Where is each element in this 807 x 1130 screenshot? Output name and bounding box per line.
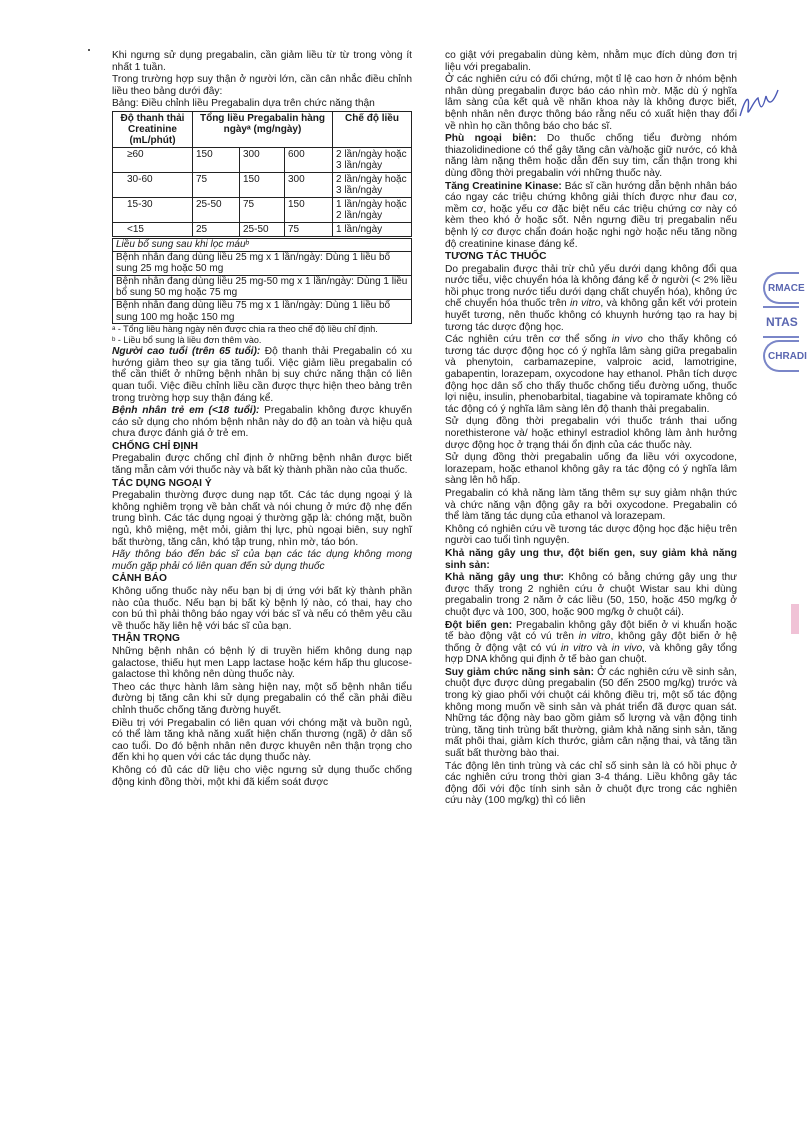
table-cell: 150 [240,172,285,197]
paragraph: Sử dụng đồng thời pregabalin với thuốc tránh thai uống norethisterone và/ hoặc ethinyl estradiol không làm ảnh hưởng dược động học ở trạng thái ổn định của các thuốc này. [445,416,737,451]
text-run: in vitro [578,631,611,643]
text-run: in vitro [569,298,601,310]
dialysis-row: Bệnh nhân đang dùng liều 25 mg-50 mg x 1 lần/ngày: Dùng 1 liều bổ sung 50 mg hoặc 75 mg [113,275,412,299]
heading-carcinogenicity: Khả năng gây ung thư, đột biến gen, suy giảm khả năng sinh sản: [445,547,737,571]
table-cell: 25 [193,222,240,236]
table-cell: 75 [193,172,240,197]
heading-warnings: CẢNH BÁO [112,573,167,585]
table-cell: 25-50 [240,222,285,236]
table-cell: 30-60 [113,172,193,197]
paragraph-ck [445,181,737,251]
stamp-edge-mark [791,604,799,634]
ck-label: Tăng Creatinine Kinase: [445,180,562,192]
text-run: , không gây đột biến ở hệ thống ở động vật có vú [445,631,737,654]
paragraph: co giật với pregabalin dùng kèm, nhằm mục đích dùng đơn trị liệu với pregabalin. [445,50,737,73]
paragraph: Không có đủ các dữ liệu cho việc ngưng sử dụng thuốc chống động kinh đồng thời, một khi đã kiểm soát được [112,764,412,788]
table-cell: 150 [193,147,240,172]
header-regimen: Chế độ liều [333,111,412,147]
paragraph: Điều trị với Pregabalin có liên quan với chóng mặt và buồn ngủ, có thể làm tăng khả năng xuất hiện chấn thương (ngã) ở dân số cao tuổi. Do đó bệnh nhân nên được khuyên nên thận trọng cho đến khi họ quen với các tác dụng thuốc này. [112,717,412,764]
table-row [113,197,412,222]
paragraph: Pregabalin thường được dung nạp tốt. Các tác dụng ngoại ý là không nghiêm trọng về bản chất và nói chung ở mức độ nhẹ đến trung bình. Các tác dụng ngoại ý thường gặp là: chóng mặt, buồn ngủ, khô miệng, mệt mỏi, giảm thị lực, phù ngoại biên, suy nghĩ bất thường, tăng cân, khó tập trung, nhìn mờ, táo bón. [112,490,412,548]
dialysis-header-text: Liều bổ sung sau khi lọc máuᵇ [116,238,249,250]
paragraph: Trong trường hợp suy thận ở người lớn, cần cân nhắc điều chỉnh liều theo bảng dưới đây: [112,74,412,97]
heading-interactions: TƯƠNG TÁC THUỐC [445,251,547,263]
text-run: , và không gây tổng hợp DNA không qui định ở tế bào gan chuột. [445,642,738,666]
paragraph-fertility [445,667,737,760]
right-column [445,50,737,808]
pharmacy-stamp-fragment [763,272,805,304]
side-effects-note [112,549,412,572]
footnote-b: ᵇ - Liều bổ sung là liều đơn thêm vào. [112,335,262,346]
table-cell: 150 [285,197,333,222]
table-cell: 75 [240,197,285,222]
table-cell: 300 [240,147,285,172]
dialysis-row: Bệnh nhân đang dùng liều 75 mg x 1 lần/ngày: Dùng 1 liều bổ sung 100 mg hoặc 150 mg [113,299,412,323]
paragraph: Khi ngưng sử dụng pregabalin, cần giảm liều từ từ trong vòng ít nhất 1 tuần. [112,50,412,73]
paragraph-edema [445,133,737,179]
scan-speck [88,49,90,51]
fertility-text: Ở các nghiên cứu về sinh sản, chuột đực được dùng pregabalin (50 đến 2500 mg/kg) trước và trong kỳ giao phối với chuột cái không điều trị, một số tác động không mong muốn về sinh sản và phát triển đã được quan sát. Những tác động này bao gồm giảm số lượng và vận động tinh trùng, tăng tinh trùng bất thường, giảm khả năng sinh sản, tăng mất phôi thai, giảm kích thước, giảm cân nặng thai, và tăng tần suất bất thường bào thai. [445,666,737,760]
children-label: Bệnh nhân trẻ em (<18 tuổi): [112,405,260,417]
fertility-label: Suy giảm chức năng sinh sản: [445,666,594,678]
text-run: , và không gắn kết với protein huyết tương, nên thuốc không có khuynh hướng tạo ra hay bị tương tác dược động học. [445,298,737,333]
table-cell: 1 lần/ngày [333,222,412,236]
text-run: in vivo [611,334,643,346]
text-run: Các nghiên cứu trên cơ thể sống [445,334,612,346]
paragraph: Ở các nghiên cứu có đối chứng, một tỉ lệ cao hơn ở nhóm bệnh nhân dùng pregabalin được báo cáo nhìn mờ. Mặc dù ý nghĩa lâm sàng của kết quả về nhãn khoa này là không được biết, bệnh nhân nên được thông báo rằng nếu có xuất hiện thay đổi về nhìn họ cần thông báo cho bác sĩ. [445,74,737,132]
children-text: Pregabalin không được khuyến cáo sử dụng cho nhóm bệnh nhân này do độ an toàn và hiệu quả chưa được đánh giá ở trẻ em. [112,405,412,440]
ck-text: Bác sĩ cần hướng dẫn bệnh nhân báo cáo ngay các triệu chứng không giải thích được như đau cơ, mềm cơ, hoặc yếu cơ đặc biệt nếu các triệu chứng cơ này có kèm theo khó ở hoặc sốt. Nên ngưng điều trị pregabalin nếu bệnh lý cơ được chẩn đoán hoặc nghi ngờ hoặc nếu tăng nồng độ creatinine kinase đáng kể. [445,180,737,250]
paragraph: Pregabalin được chống chỉ định ở những bệnh nhân được biết tăng mẫn cảm với thuốc này và bất kỳ thành phần nào của thuốc. [112,453,412,477]
edema-text: Do thuốc chống tiểu đường nhóm thiazolidinedione có thể gây tăng cân và/hoặc giữ nước, có khả năng làm nặng thêm hoặc dẫn đến suy tim, cẩn thận trong khi dùng đồng thời pregabalin với những thuốc này. [445,133,737,179]
paragraph-elderly [112,346,412,404]
text-run: Do pregabalin được thải trừ chủ yếu dưới dạng không đổi qua nước tiểu, việc chuyển hóa là không đáng kể ở người (< 2% liều hồi phục trong nước tiểu dưới dạng chất chuyển hóa), không ức chế chuyển hóa thuốc trên [445,263,737,310]
paragraph-carcinogenicity [445,572,737,618]
table-cell: ≥60 [113,147,193,172]
paragraph: Tác động lên tinh trùng và các chỉ số sinh sản là có hồi phục ở các nghiên cứu trong thời gian 3-4 tháng. Liều không gây tác động đối với độc tính sinh sản ở chuột đực trong các nghiên cứu này (100 mg/kg) thì có liên [445,760,737,807]
table-cell: 1 lần/ngày hoặc 2 lần/ngày [333,197,412,222]
edema-label: Phù ngoại biên: [445,133,537,145]
dose-adjustment-table [112,111,412,237]
heading-side-effects: TÁC DỤNG NGOẠI Ý [112,477,212,489]
table-cell: 300 [285,172,333,197]
header-total-dose: Tổng liều Pregabalin hàng ngàyᵃ (mg/ngày) [193,111,333,147]
text-run: Pregabalin không gây đột biến ở vi khuẩn hoặc tế bào động vật có vú trên [445,619,737,643]
paragraph: Không có nghiên cứu về tương tác dược động học đặc hiệu trên người cao tuổi tình nguyện. [445,523,737,547]
text-run: và [592,642,612,654]
paragraph [445,334,737,415]
table-cell: 15-30 [113,197,193,222]
mut-label: Đột biến gen: [445,619,513,631]
pharmacy-stamp-fragment [763,340,807,372]
table-row [113,147,412,172]
left-column [112,50,412,789]
text-run: cho thấy không có tương tác dược động học có ý nghĩa lâm sàng giữa pregabalin và phenytoin, carbamazepine, valproic acid, lamotrigine, gabapentin, lorazepam, oxycodone hay ethanol. Phân tích dược động học dân số cho thấy thuốc chống tiểu đường uống, thuốc lợi niệu, insulin, phenobarbital, tiagabine và topiramate không có tác động có ý nghĩa lâm sàng lên độ thanh thải pregabalin. [445,334,737,415]
side-effects-note-text: Hãy thông báo đến bác sĩ của bạn các tác dụng không mong muốn gặp phải có liên quan đến sử dụng thuốc [112,549,412,572]
paragraph: Sử dụng đồng thời pregabalin uống đa liều với oxycodone, lorazepam, hoặc ethanol không gây ra tác động có ý nghĩa lâm sàng lên hô hấp. [445,452,737,487]
paragraph [445,264,737,334]
table-cell: <15 [113,222,193,236]
signature-mark [736,86,782,126]
carc-label: Khả năng gây ung thư: [445,572,564,584]
text-run: in vitro [560,642,593,654]
dialysis-table [112,238,412,324]
paragraph: Theo các thực hành lâm sàng hiện nay, một số bệnh nhân tiểu đường bị tăng cân khi sử dụng pregabalin có thể cần phải điều chỉnh thuốc chống tăng đường huyết. [112,681,412,716]
dialysis-header [113,238,412,251]
table-cell: 25-50 [193,197,240,222]
elderly-label: Người cao tuổi (trên 65 tuổi): [112,346,261,358]
header-clearance: Độ thanh thải Creatinine (mL/phút) [113,111,193,147]
stamp-text: RMACE [768,282,805,294]
paragraph: Pregabalin có khả năng làm tăng thêm sự suy giảm nhận thức và chức năng vận động gây ra bởi oxycodone. Pregabalin có thể làm tăng tác dụng của ethanol và lorazepam. [445,487,737,523]
dialysis-row: Bệnh nhân đang dùng liều 25 mg x 1 lần/ngày: Dùng 1 liều bổ sung 25 mg hoặc 50 mg [113,251,412,275]
elderly-text: Độ thanh thải Pregabalin có xu hướng giảm theo sự gia tăng tuổi. Việc giảm liều pregabalin có thể cần thiết ở những bệnh nhân bị suy chức năng thận có liên quan tuổi. Việc điều chỉnh liều cần được thực hiện theo bảng trên trong trường hợp suy thận đáng kể. [112,346,413,404]
table-cell: 75 [285,222,333,236]
table-caption: Bảng: Điều chỉnh liều Pregabalin dựa trên chức năng thận [112,98,375,110]
paragraph-children [112,405,412,440]
footnote-a: ᵃ - Tổng liều hàng ngày nên được chia ra theo chế độ liều chỉ định. [112,324,378,335]
table-cell: 2 lần/ngày hoặc 3 lần/ngày [333,172,412,197]
stamp-text: CHRADI [768,350,807,362]
carc-text: Không có bằng chứng gây ung thư được thấy trong 2 nghiên cứu ở chuột Wistar sau khi dùng pregabalin trong 2 năm ở các liều (50, 150, hoặc 450 mg/kg ở chuột đực và 100, 300, hoặc 900 mg/kg ở chuột cái). [445,572,738,618]
paragraph: Không uống thuốc này nếu bạn bị dị ứng với bất kỳ thành phần nào của thuốc. Nếu bạn bị bất kỳ bệnh lý nào, có thai, hay cho con bú thì phải thông báo ngay với bác sĩ và nếu có thêm yêu cầu về thuốc hãy liên hệ với bác sĩ của bạn. [112,586,412,632]
table-cell: 2 lần/ngày hoặc 3 lần/ngày [333,147,412,172]
heading-contraindications: CHỐNG CHỈ ĐỊNH [112,440,199,452]
table-row [113,222,412,236]
table-cell: 600 [285,147,333,172]
text-run: in vivo [611,642,643,654]
table-row [113,172,412,197]
pharmacy-stamp-fragment [763,306,799,338]
table-header-row [113,111,412,147]
paragraph-mutagenicity [445,620,737,666]
stamp-text: NTAS [766,315,798,329]
paragraph: Những bệnh nhân có bệnh lý di truyền hiếm không dung nạp galactose, thiếu hụt men Lapp lactase hoặc kém hấp thu glucose-galactose thì không nên dùng thuốc này. [112,645,412,681]
heading-precautions: THẬN TRỌNG [112,633,180,645]
